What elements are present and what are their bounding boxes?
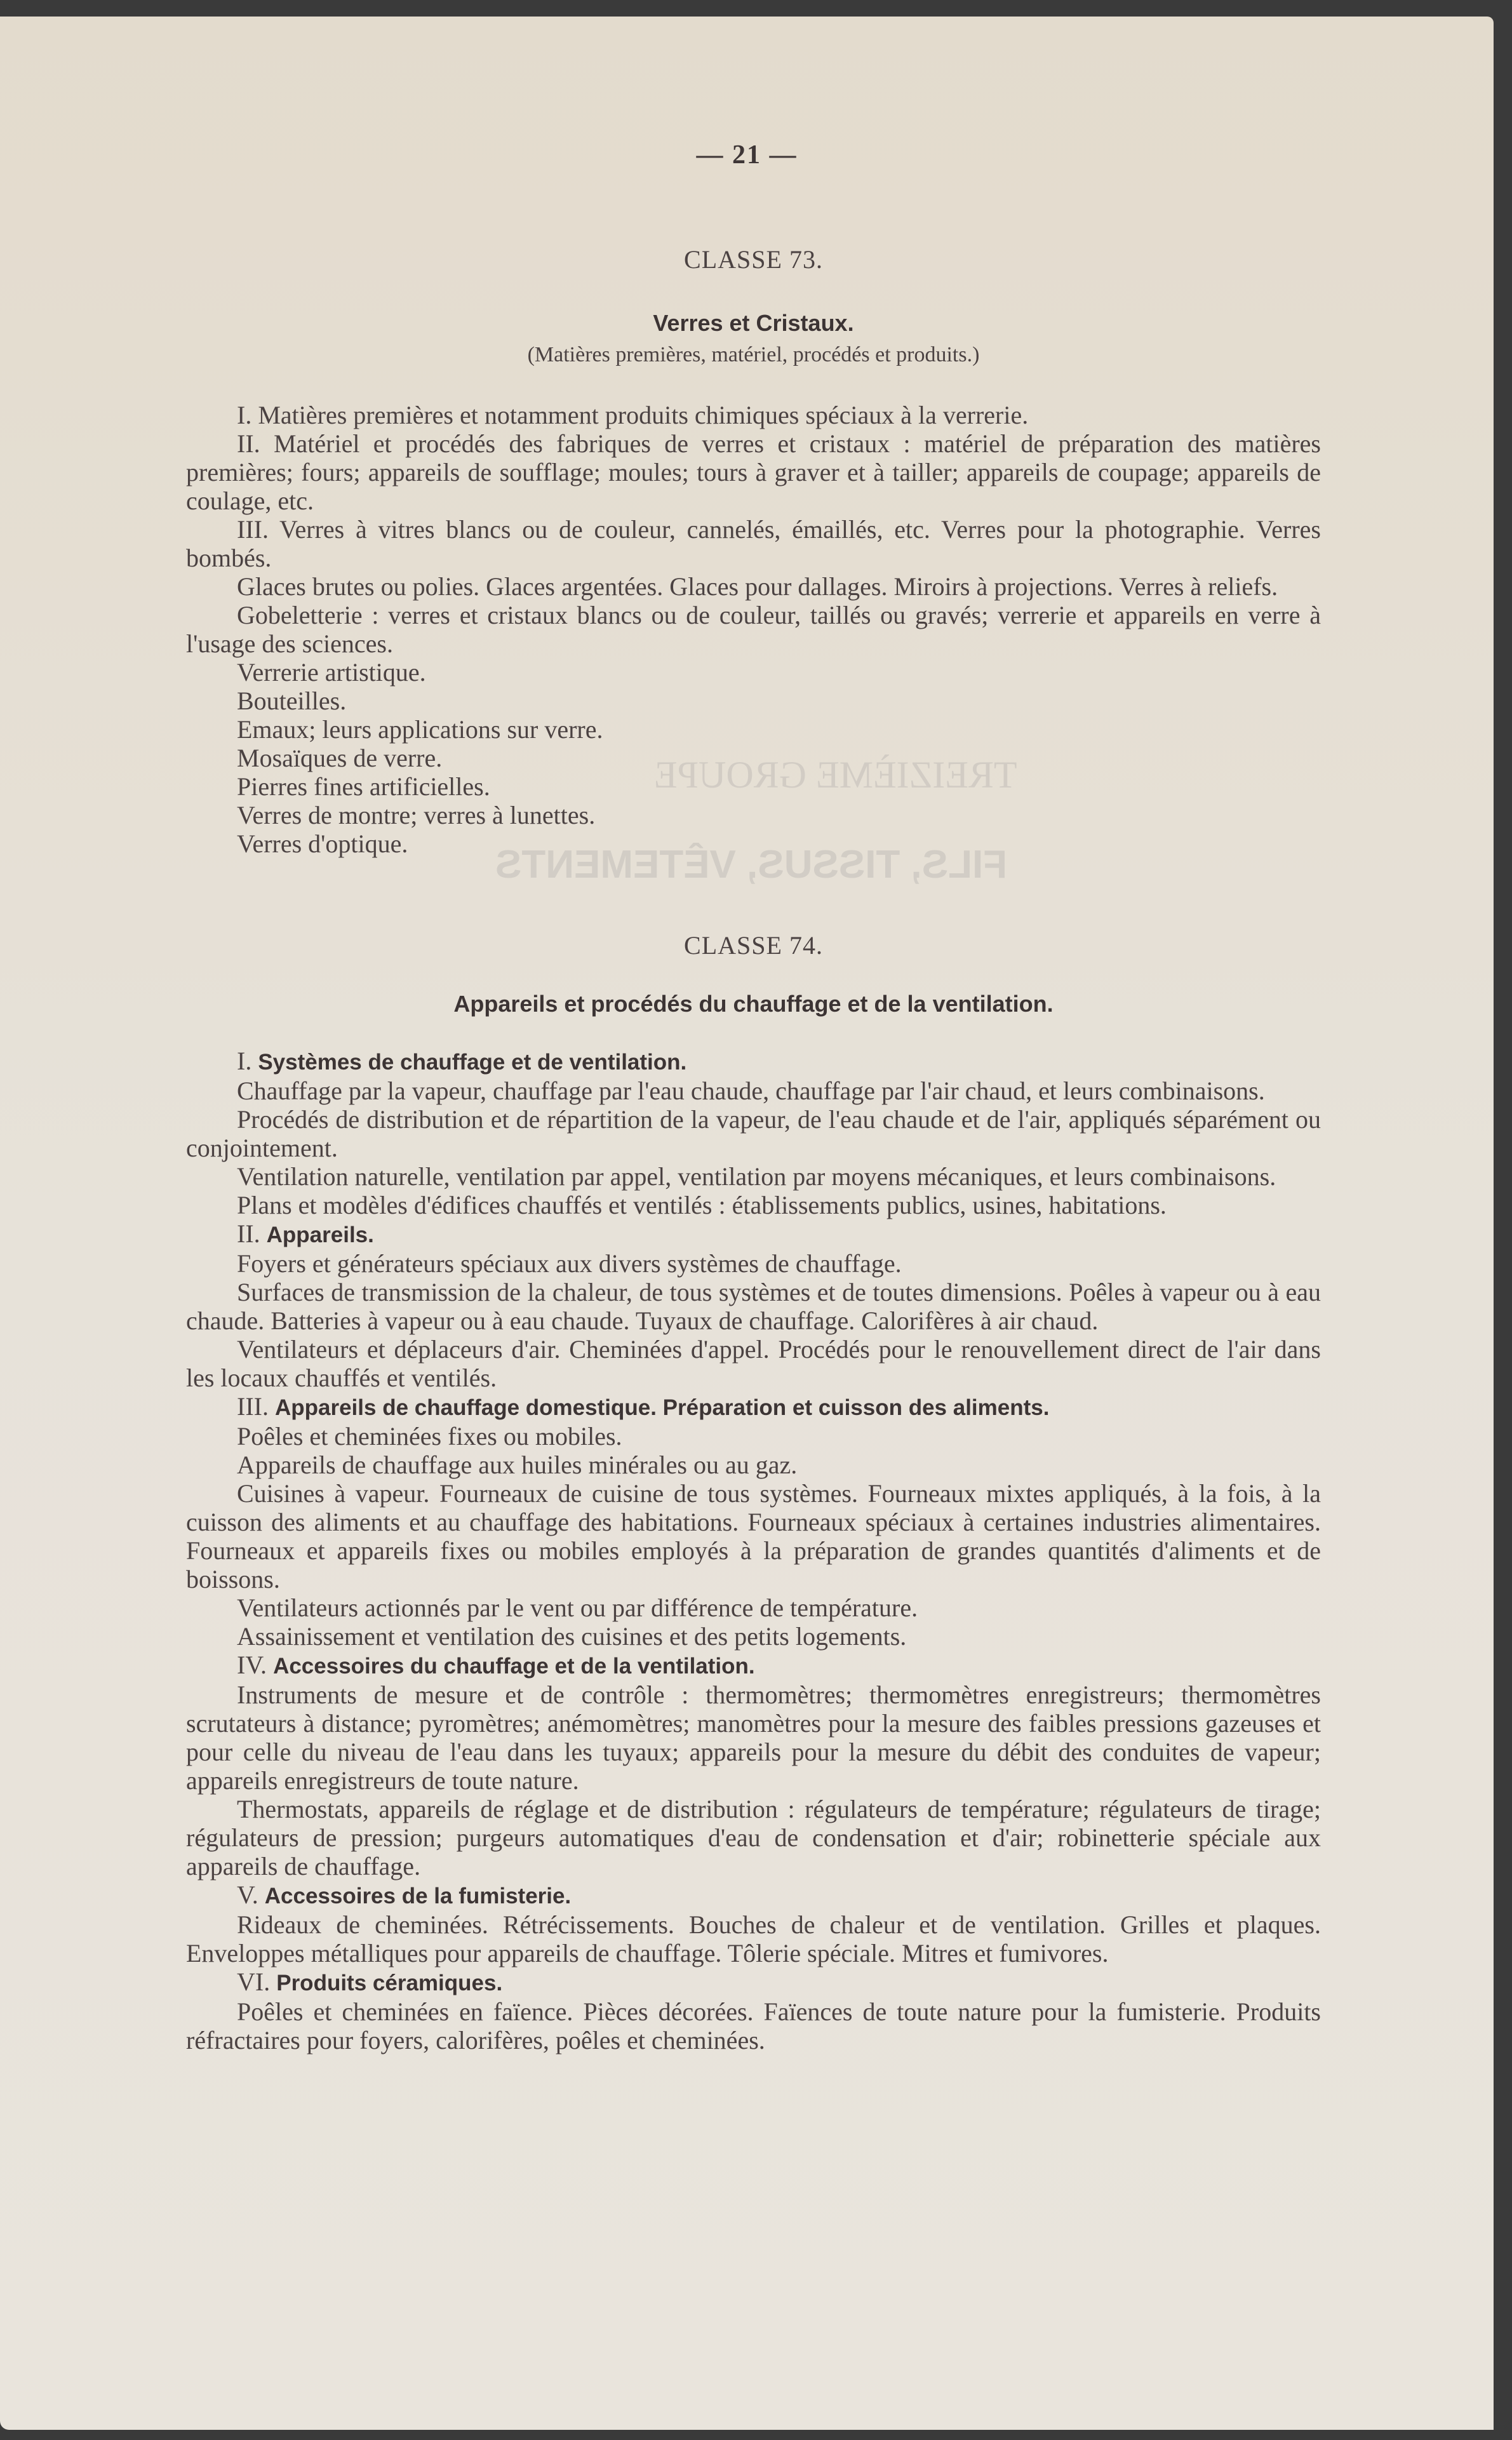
section-title: Appareils. (266, 1223, 374, 1247)
section-numeral: III. (237, 1392, 269, 1421)
section-numeral: V. (237, 1880, 258, 1909)
section-numeral: II. (237, 1219, 260, 1248)
paragraph: Procédés de distribution et de répartition de la vapeur, de l'eau chaude et de l'air, appliqués séparément ou conjointement. (186, 1105, 1321, 1162)
list-item: Emaux; leurs applications sur verre. (237, 715, 603, 744)
classe-73-body (186, 401, 1321, 858)
section-heading (186, 1392, 1321, 1422)
section-heading (186, 1047, 1321, 1076)
paragraph: Plans et modèles d'édifices chauffés et ventilés : établissements publics, usines, habitations. (237, 1191, 1167, 1219)
paragraph: III. Verres à vitres blancs ou de couleur, cannelés, émaillés, etc. Verres pour la photographie. Verres bombés. (186, 515, 1321, 572)
paragraph: Ventilateurs et déplaceurs d'air. Cheminées d'appel. Procédés pour le renouvellement direct de l'air dans les locaux chauffés et ventilés. (186, 1335, 1321, 1392)
paragraph: Thermostats, appareils de réglage et de distribution : régulateurs de température; régulateurs de tirage; régulateurs de pression; purgeurs automatiques d'eau de condensation et d'air; robinetterie spéciale aux appareils de chauffage. (186, 1795, 1321, 1880)
classe-73-heading: CLASSE 73. (684, 245, 823, 274)
paragraph: Instruments de mesure et de contrôle : thermomètres; thermomètres enregistreurs; thermomètres scrutateurs à distance; pyromètres; anémomètres; manomètres pour la mesure des faibles pressions gazeuses et pour celle du niveau de l'eau dans les tuyaux; appareils pour la mesure du débit des conduites de vapeur; appareils enregistreurs de toute nature. (186, 1680, 1321, 1795)
section-title: Accessoires de la fumisterie. (264, 1884, 572, 1908)
list-item: Verres d'optique. (237, 829, 408, 858)
paragraph: II. Matériel et procédés des fabriques de verres et cristaux : matériel de préparation des matières premières; fours; appareils de soufflage; moules; tours à graver et à tailler; appareils de coupage; appareils de coulage, etc. (186, 429, 1321, 515)
section-numeral: IV. (237, 1651, 267, 1679)
paragraph: Surfaces de transmission de la chaleur, de tous systèmes et de toutes dimensions. Poêles à vapeur ou à eau chaude. Batteries à vapeur ou à eau chaude. Tuyaux de chauffage. Calorifères à air chaud. (186, 1278, 1321, 1335)
paragraph: Rideaux de cheminées. Rétrécissements. Bouches de chaleur et de ventilation. Grilles et plaques. Enveloppes métalliques pour appareils de chauffage. Tôlerie spéciale. Mitres et fumivores. (186, 1910, 1321, 1967)
section-heading (186, 1651, 1321, 1680)
classe-73-subtitle: (Matières premières, matériel, procédés et produits.) (527, 343, 980, 366)
list-item: Bouteilles. (237, 687, 347, 715)
paragraph: Assainissement et ventilation des cuisines et des petits logements. (237, 1622, 907, 1651)
section-heading (186, 1219, 1321, 1249)
paragraph: Chauffage par la vapeur, chauffage par l'eau chaude, chauffage par l'air chaud, et leurs combinaisons. (237, 1076, 1265, 1105)
section-heading (186, 1967, 1321, 1997)
paragraph: Gobeletterie : verres et cristaux blancs ou de couleur, taillés ou gravés; verrerie et appareils en verre à l'usage des sciences. (186, 601, 1321, 658)
classe-74-heading: CLASSE 74. (684, 931, 823, 960)
paragraph: Foyers et générateurs spéciaux aux divers systèmes de chauffage. (237, 1249, 902, 1278)
list-item: Pierres fines artificielles. (237, 772, 490, 801)
paragraph: Ventilateurs actionnés par le vent ou par différence de température. (237, 1593, 918, 1622)
paragraph: I. Matières premières et notamment produits chimiques spéciaux à la verrerie. (237, 401, 1029, 429)
paragraph: Appareils de chauffage aux huiles minérales ou au gaz. (237, 1451, 798, 1479)
document-page (0, 17, 1494, 2430)
section-title: Accessoires du chauffage et de la ventilation. (273, 1654, 755, 1679)
section-title: Produits céramiques. (276, 1971, 503, 1995)
classe-73-title: Verres et Cristaux. (653, 310, 854, 336)
paragraph: Poêles et cheminées fixes ou mobiles. (237, 1422, 622, 1451)
paragraph: Ventilation naturelle, ventilation par appel, ventilation par moyens mécaniques, et leurs combinaisons. (237, 1162, 1276, 1191)
paragraph: Glaces brutes ou polies. Glaces argentées. Glaces pour dallages. Miroirs à projections. Verres à reliefs. (237, 572, 1278, 601)
page-number: — 21 — (696, 140, 798, 170)
section-title: Systèmes de chauffage et de ventilation. (258, 1050, 687, 1075)
paragraph: Poêles et cheminées en faïence. Pièces décorées. Faïences de toute nature pour la fumisterie. Produits réfractaires pour foyers, calorifères, poêles et cheminées. (186, 1997, 1321, 2055)
show-through-line: TREIZIÈME GROUPE (654, 754, 1017, 796)
classe-74-title: Appareils et procédés du chauffage et de la ventilation. (453, 991, 1054, 1017)
classe-74-body (186, 1047, 1321, 2055)
section-heading (186, 1880, 1321, 1910)
show-through-line: FILS, TISSUS, VÊTEMENTS (495, 843, 1008, 887)
section-title: Appareils de chauffage domestique. Préparation et cuisson des aliments. (274, 1395, 1050, 1420)
section-numeral: VI. (237, 1967, 271, 1996)
list-item: Verrerie artistique. (237, 658, 426, 687)
list-item: Verres de montre; verres à lunettes. (237, 801, 596, 829)
paragraph: Cuisines à vapeur. Fourneaux de cuisine de tous systèmes. Fourneaux mixtes appliqués, à la fois, à la cuisson des aliments et au chauffage des habitations. Fourneaux spéciaux à certaines industries alimentaires. Fourneaux et appareils fixes ou mobiles employés à la préparation de grandes quantités d'aliments et de boissons. (186, 1479, 1321, 1593)
list-item: Mosaïques de verre. (237, 744, 443, 772)
section-numeral: I. (237, 1047, 252, 1075)
